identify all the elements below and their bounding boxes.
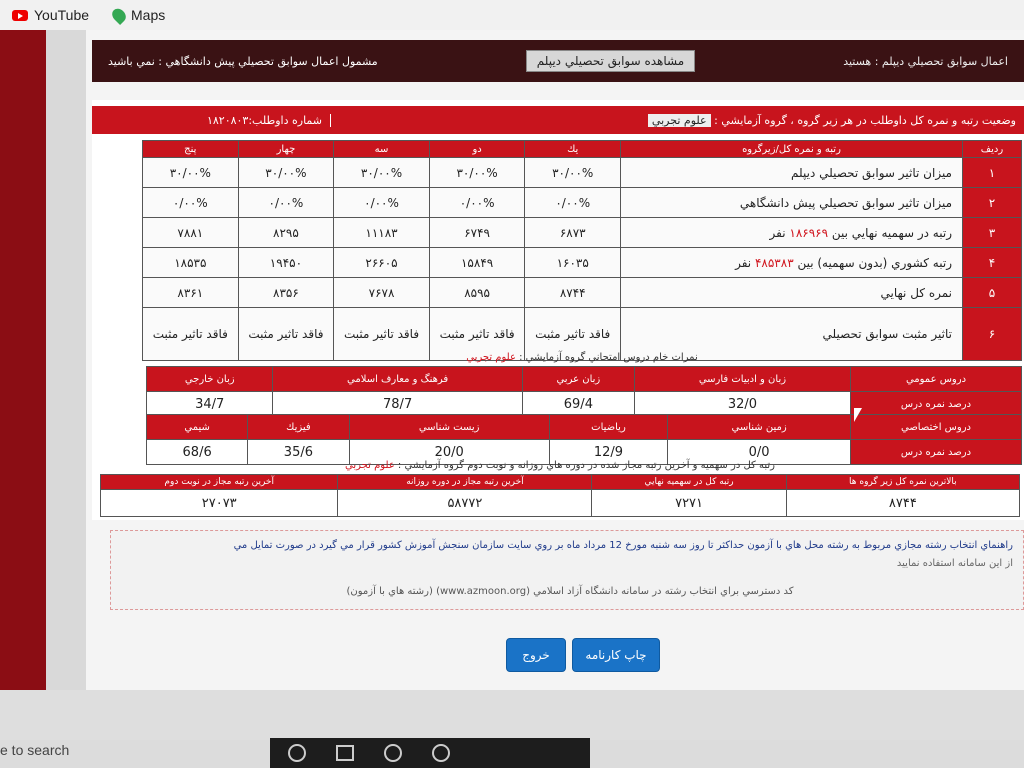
guide-note [110, 530, 1024, 610]
col-five: پنج [143, 141, 239, 158]
browser-icon[interactable] [432, 744, 450, 762]
table-row: ۴ رتبه كشوري (بدون سهميه) بين ۴۸۵۳۸۳ نفر ۱۶۰۳۵ ۱۵۸۴۹ ۲۶۶۰۵ ۱۹۴۵۰ ۱۸۵۳۵ [143, 248, 1022, 278]
app-icon[interactable] [384, 744, 402, 762]
specialized-scores-table: دروس اختصاصي زمين شناسي رياضيات زيست شناسي فيزيك شيمي درصد نمره درس 0/0 12/9 20/0 35/6 68/6 [146, 414, 1022, 465]
general-percent-label: درصد نمره درس [851, 392, 1022, 417]
taskbar-search-hint[interactable]: e to search [0, 742, 70, 758]
status-heading: وضعيت رتبه و نمره كل داوطلب در هر زير گروه ، گروه آزمايشي : علوم تجربي [331, 114, 1024, 127]
bottom-blank [0, 690, 1024, 740]
diploma-status-text: اعمال سوابق تحصيلي ديپلم : هستيد [843, 54, 1008, 68]
table-row: ۶ تاثير مثبت سوابق تحصيلي فاقد تاثير مثبت فاقد تاثير مثبت فاقد تاثير مثبت فاقد تاثير مثبت فاقد تاثير مثبت [143, 308, 1022, 361]
guide-note-text2: از اين سامانه استفاده نماييد [896, 558, 1013, 569]
bookmark-youtube-label: YouTube [34, 7, 90, 23]
table-row: ۵ نمره كل نهايي ۸۷۴۴ ۸۵۹۵ ۷۶۷۸ ۸۳۵۶ ۸۳۶۱ [143, 278, 1022, 308]
bookmark-maps[interactable] [101, 7, 177, 23]
maps-pin-icon [109, 5, 128, 24]
youtube-icon [12, 10, 28, 21]
left-gap [46, 30, 86, 740]
azmoon-site-line: كد دسترسي براي انتخاب رشته در سامانه دانشگاه آزاد اسلامي (www.azmoon.org) (رشته هاي با آزمون) [346, 586, 794, 597]
left-sidebar-strip [0, 30, 46, 740]
candidate-header [92, 106, 1024, 134]
col-four: چهار [238, 141, 334, 158]
candidate-number: شماره داوطلب:۱۸۲۰۸۰۳ [92, 114, 331, 127]
col-one: يك [525, 141, 621, 158]
start-circle-icon[interactable] [288, 744, 306, 762]
task-view-icon[interactable] [336, 745, 354, 761]
preuniversity-status-text: مشمول اعمال سوابق تحصيلي پيش دانشگاهي : نمي باشيد [108, 54, 378, 68]
col-label: رتبه و نمره كل/زيرگروه [621, 141, 963, 158]
guide-note-text: راهنماي انتخاب رشته مجازي مربوط به رشته محل هاي با آزمون حداكثر تا روز سه شنبه مورخ 12 مرداد ماه بر روي سايت سازمان سنجش آموزش كشور قرار مي گيرد در صورت تمايل مي [233, 540, 1013, 551]
exit-button[interactable]: خروج [506, 638, 566, 672]
raw-scores-title: نمرات خام دروس امتحاني گروه آزمايشي : علوم تجربي [466, 352, 698, 363]
group-name: علوم تجربي [648, 114, 711, 127]
taskbar [270, 738, 590, 768]
final-rank-table: بالاترين نمره كل زير گروه ها رتبه كل در سهميه نهايي آخرين رتبه مجاز در دوره روزانه آخرين رتبه مجاز در نوبت دوم ۸۷۴۴ ۷۲۷۱ ۵۸۷۷۲ ۲۷۰۷۳ [100, 474, 1020, 517]
page-title: مشاهده سوابق تحصيلي ديپلم [526, 50, 695, 72]
general-label: دروس عمومي [851, 367, 1022, 392]
print-report-button[interactable]: چاپ كارنامه [572, 638, 660, 672]
table-row: ۱ ميزان تاثير سوابق تحصيلي ديپلم ۳۰/۰۰% ۳۰/۰۰% ۳۰/۰۰% ۳۰/۰۰% ۳۰/۰۰% [143, 158, 1022, 188]
general-scores-table: دروس عمومي زبان و ادبيات فارسي زبان عربي فرهنگ و معارف اسلامي زبان خارجي درصد نمره درس 32/0 69/4 78/7 34/7 [146, 366, 1022, 417]
rank-table-title: رتبه كل در سهميه و آخرين رتبه مجاز شده در دوره هاي روزانه و نوبت دوم گروه آزمايشي : علوم تجربي [345, 460, 775, 471]
mouse-cursor-icon [854, 408, 862, 422]
col-two: دو [429, 141, 525, 158]
status-topbar [92, 40, 1024, 82]
bookmarks-bar [0, 0, 1024, 31]
rank-score-table [142, 140, 1022, 361]
table-row: ۲ ميزان تاثير سوابق تحصيلي پيش دانشگاهي ۰/۰۰% ۰/۰۰% ۰/۰۰% ۰/۰۰% ۰/۰۰% [143, 188, 1022, 218]
specialized-percent-label: درصد نمره درس [851, 440, 1022, 465]
table-row: ۳ رتبه در سهميه نهايي بين ۱۸۶۹۶۹ نفر ۶۸۷۳ ۶۷۴۹ ۱۱۱۸۳ ۸۲۹۵ ۷۸۸۱ [143, 218, 1022, 248]
bookmark-maps-label: Maps [131, 7, 166, 23]
col-row: رديف [963, 141, 1022, 158]
specialized-label: دروس اختصاصي [851, 415, 1022, 440]
col-three: سه [334, 141, 430, 158]
bookmark-youtube[interactable] [0, 7, 101, 23]
